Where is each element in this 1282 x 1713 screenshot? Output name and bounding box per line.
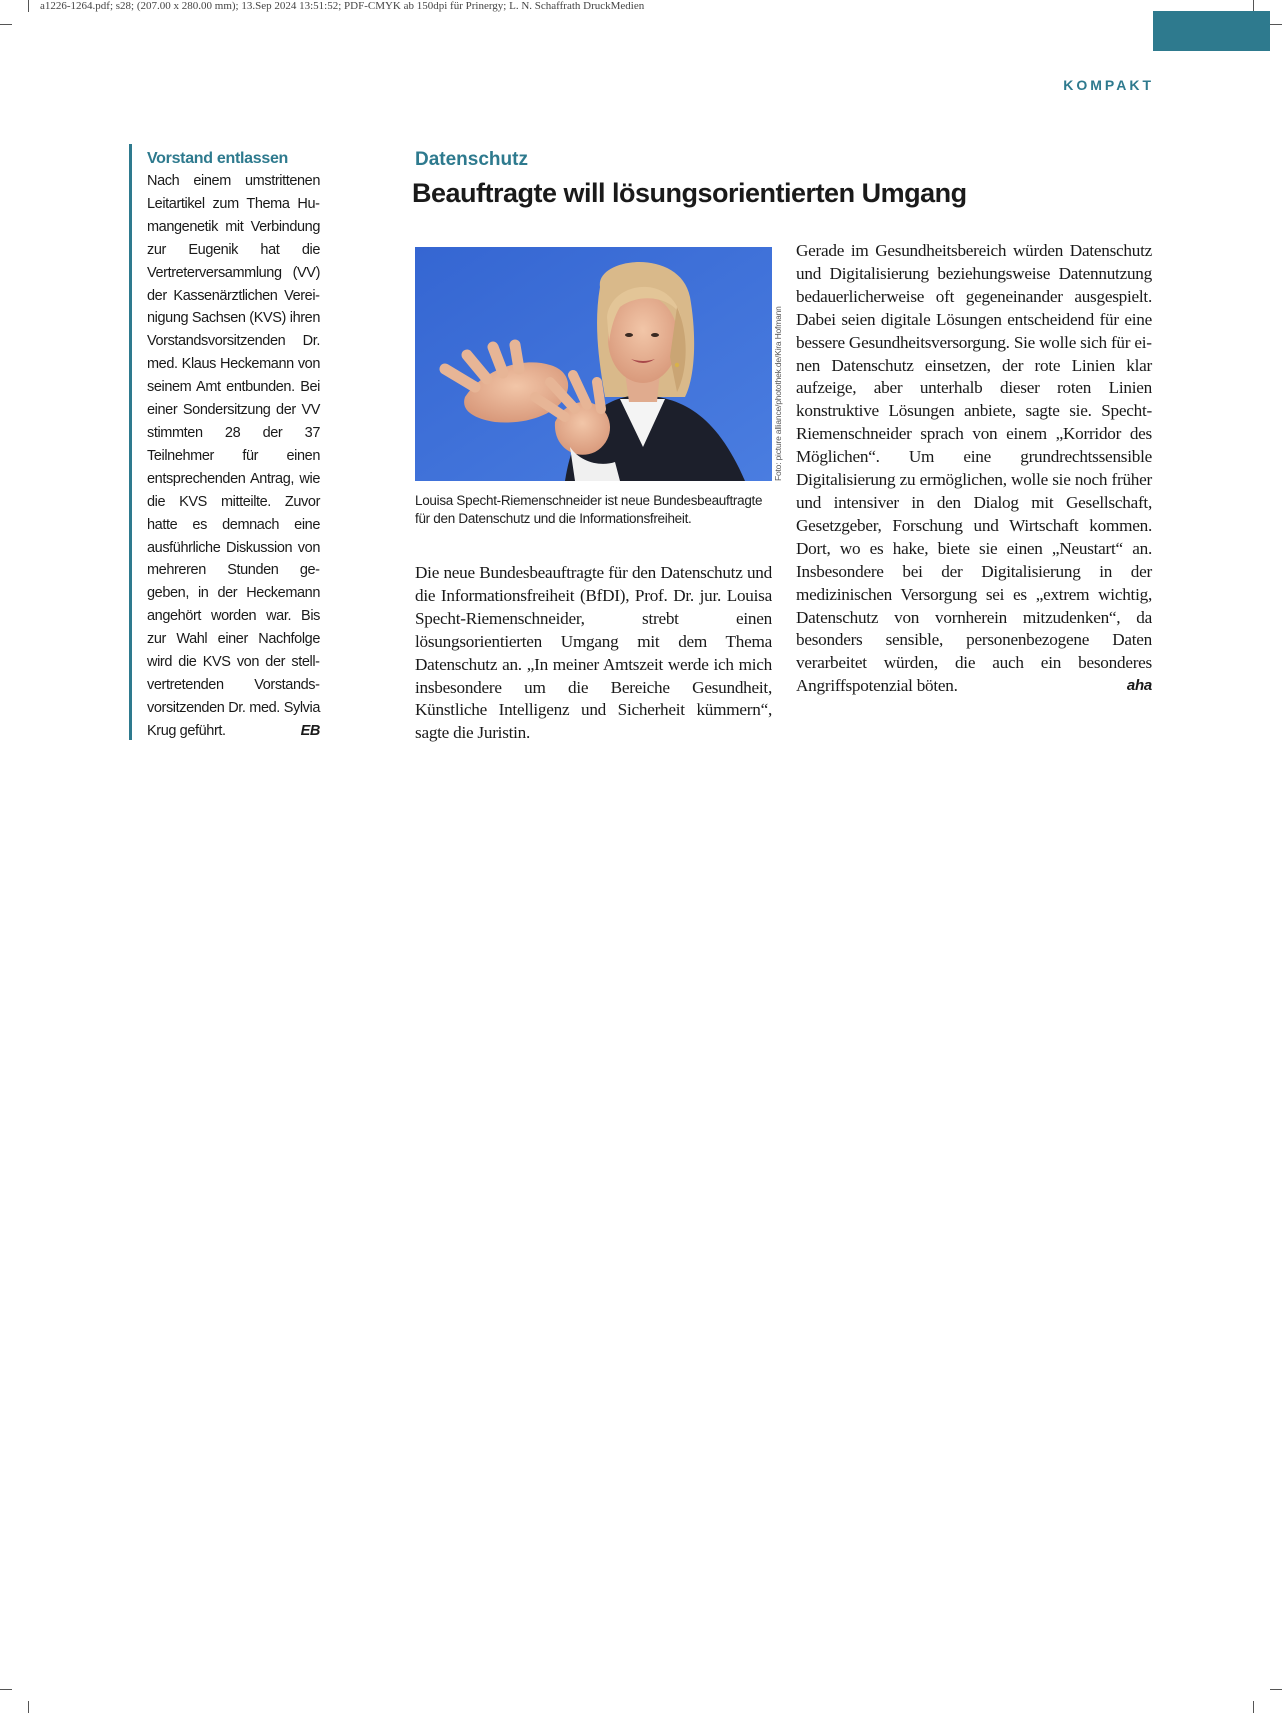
article-headline: Beauftragte will lösungsorientierten Umgang (412, 178, 967, 208)
photo-caption: Louisa Specht-Riemenschneider ist neue Bundesbeauftragte für den Datenschutz und die Informationsfreiheit. (415, 493, 763, 526)
sidebar-body-text: Nach einem umstrittenen Leitartikel zum Thema Humangenetik mit Verbindung zur Eugenik hat die Vertreterversammlung (VV) der Kassenärztlichen Vereinigung Sachsen (KVS) ihren Vorstandsvorsitzenden Dr. med. Klaus Heckemann von seinem Amt entbunden. Bei einer Sondersitzung der VV stimmten 28 der 37 Teilnehmer für einen entsprechenden Antrag, wie die KVS mitteilte. Zuvor hatte es demnach eine ausführliche Diskussion von mehreren Stunden gegeben, in der Heckemann angehört worden war. Bis zur Wahl einer Nachfolge wird die KVS von der stellvertretenden Vorstandsvorsitzenden Dr. med. Sylvia Krug geführt. (147, 173, 320, 739)
sidebar-news-box (129, 144, 320, 740)
portrait-illustration (415, 247, 772, 481)
crop-mark-top-left-h (0, 24, 12, 25)
section-label: KOMPAKT (1063, 77, 1154, 93)
crop-mark-bottom-right-h (1270, 1689, 1282, 1690)
sidebar-body (147, 170, 320, 743)
article-photo (415, 247, 772, 481)
crop-mark-top-right-h (1270, 24, 1282, 25)
article-body-column-right (796, 240, 1152, 698)
article-signature: aha (1126, 677, 1152, 695)
section-color-tab (1153, 11, 1270, 51)
crop-mark-top-left-v (28, 0, 29, 12)
photo-credit: Foto: picture alliance/photothek.de/Kira Hofmann (773, 306, 783, 481)
crop-mark-bottom-left-v (28, 1701, 29, 1713)
crop-mark-bottom-left-h (0, 1689, 12, 1690)
print-info-line: a1226-1264.pdf; s28; (207.00 x 280.00 mm); 13.Sep 2024 13:51:52; PDF-CMYK ab 150dpi für Prinergy; L. N. Schaffrath DruckMedien (40, 0, 645, 12)
crop-mark-bottom-right-v (1253, 1701, 1254, 1713)
article-body-column-left: Die neue Bundesbeauftragte für den Datenschutz und die Informationsfreiheit (BfDI), Prof. Dr. jur. Louisa Specht-Riemenschneider, strebt einen lösungsorientierten Umgang mit dem Thema Datenschutz an. „In meiner Amtszeit werde ich mich insbesondere um die Bereiche Gesundheit, Künstliche Intelligenz und Sicherheit kümmern“, sagte die Juristin. (415, 563, 772, 743)
sidebar-signature: EB (300, 722, 320, 739)
article-kicker: Datenschutz (415, 149, 528, 170)
sidebar-title: Vorstand entlassen (147, 150, 289, 167)
article-body-column-right-text: Gerade im Gesundheitsbereich würden Datenschutz und Digitalisierung beziehungsweise Datennutzung bedauerlicherweise oft gegeneinander ausgespielt. Dabei seien digitale Lösungen entscheidend für eine bessere Gesundheitsversorgung. Sie wolle sich für einen Datenschutz einsetzen, der rote Linien klar aufzeige, aber unterhalb dieser roten Linien konstruktive Lösungen anbiete, sagte sie. Specht-Riemenschneider sprach von einem „Korridor des Möglichen“. Um eine grundrechtssensible Digitalisierung zu ermöglichen, wolle sie noch früher und intensiver in den Dialog mit Gesellschaft, Gesetzgeber, Forschung und Wirtschaft kommen. Dort, wo es hake, biete sie einen „Neustart“ an. Insbesondere bei der Digitalisierung in der medizinischen Versorgung sei es „extrem wichtig, Datenschutz von vornherein mitzudenken“, da besonders sensible, personenbezogene Daten verarbeitet würden, die auch ein besonderes Angriffspotenzial böten. (796, 241, 1152, 696)
